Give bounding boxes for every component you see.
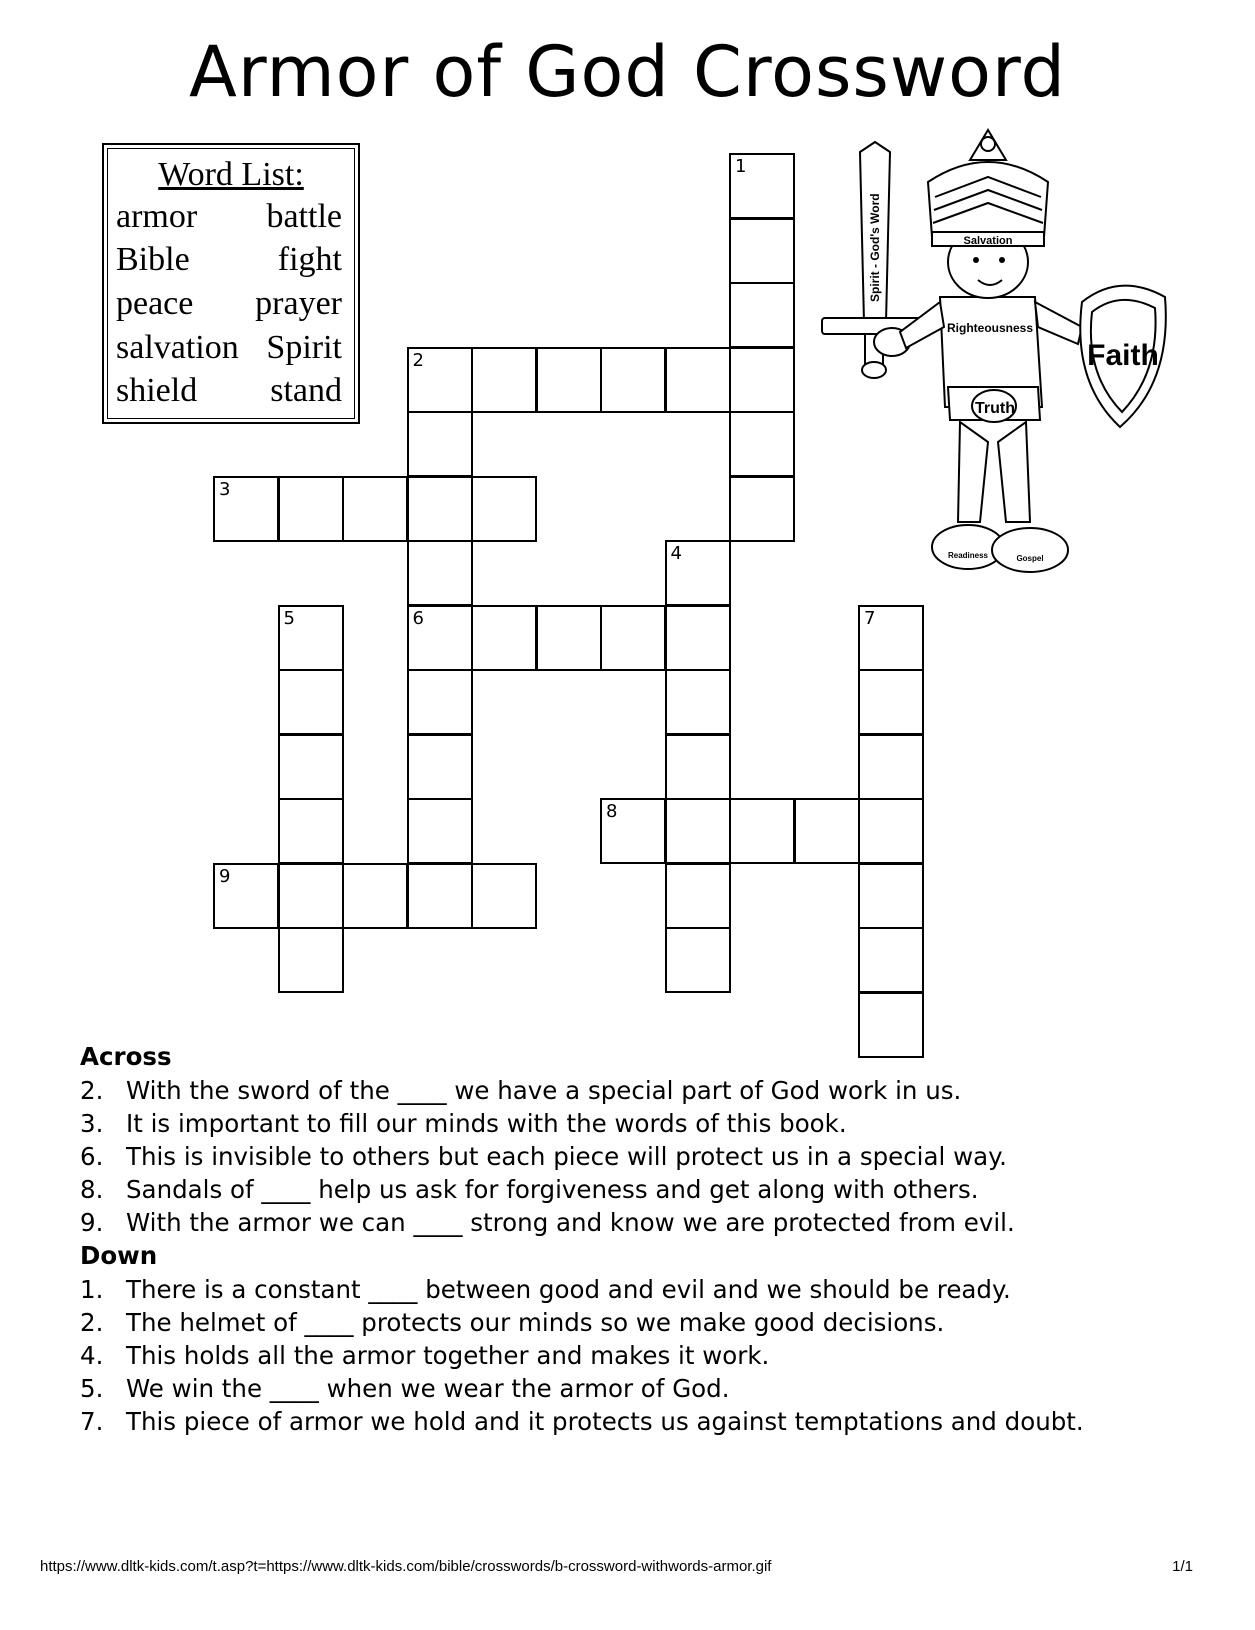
clue-text: With the armor we can ____ strong and know we are protected from evil. xyxy=(126,1208,1015,1237)
crossword-cell[interactable] xyxy=(858,669,924,735)
across-clue xyxy=(80,1074,1200,1107)
clue-text: The helmet of ____ protects our minds so we make good decisions. xyxy=(126,1308,945,1337)
crossword-cell[interactable] xyxy=(278,605,344,671)
clue-number: 8. xyxy=(80,1175,104,1204)
clue-number: 9. xyxy=(80,1208,104,1237)
crossword-cell[interactable] xyxy=(665,605,731,671)
crossword-cell[interactable] xyxy=(858,927,924,993)
crossword-cell[interactable] xyxy=(858,605,924,671)
clue-number: 3. xyxy=(80,1109,104,1138)
clue-text: It is important to fill our minds with the words of this book. xyxy=(126,1109,847,1138)
crossword-cell[interactable] xyxy=(407,411,473,477)
crossword-cell[interactable] xyxy=(794,798,860,864)
across-clue xyxy=(80,1206,1200,1239)
word-list-heading: Word List: xyxy=(158,156,304,193)
word-list-item: peace xyxy=(116,285,194,322)
crossword-cell[interactable] xyxy=(665,798,731,864)
breastplate-label: Righteousness xyxy=(946,321,1034,335)
sword-label: Spirit - God's Word xyxy=(868,193,882,302)
across-clue xyxy=(80,1107,1200,1140)
word-list-item: stand xyxy=(270,372,342,409)
crossword-cell[interactable] xyxy=(471,476,537,542)
clue-number: 2. xyxy=(80,1076,104,1105)
crossword-cell[interactable] xyxy=(729,798,795,864)
clue-text: We win the ____ when we wear the armor of God. xyxy=(126,1374,730,1403)
down-clue xyxy=(80,1273,1200,1306)
crossword-cell[interactable] xyxy=(342,863,408,929)
crossword-cell[interactable] xyxy=(407,476,473,542)
crossword-cell[interactable] xyxy=(665,927,731,993)
crossword-cell[interactable] xyxy=(665,669,731,735)
across-clue xyxy=(80,1173,1200,1206)
crossword-cell[interactable] xyxy=(536,347,602,413)
belt-label: Truth xyxy=(975,400,1015,417)
clue-number: 1. xyxy=(80,1275,104,1304)
clue-text: This piece of armor we hold and it protects us against temptations and doubt. xyxy=(126,1407,1084,1436)
down-clue xyxy=(80,1306,1200,1339)
crossword-cell[interactable] xyxy=(665,540,731,606)
crossword-cell[interactable] xyxy=(729,218,795,284)
clue-number: 4. xyxy=(80,1341,104,1370)
down-clue xyxy=(80,1372,1200,1405)
clue-number-label: 3 xyxy=(219,478,231,500)
crossword-cell[interactable] xyxy=(600,798,666,864)
across-clue xyxy=(80,1140,1200,1173)
crossword-cell[interactable] xyxy=(407,863,473,929)
clue-text: With the sword of the ____ we have a special part of God work in us. xyxy=(126,1076,962,1105)
crossword-cell[interactable] xyxy=(471,605,537,671)
page-title: Armor of God Crossword xyxy=(189,31,1066,113)
crossword-cell[interactable] xyxy=(278,927,344,993)
crossword-cell[interactable] xyxy=(729,153,795,219)
clue-text: This is invisible to others but each piece will protect us in a special way. xyxy=(126,1142,1007,1171)
clue-number: 6. xyxy=(80,1142,104,1171)
crossword-cell[interactable] xyxy=(858,798,924,864)
clue-number: 7. xyxy=(80,1407,104,1436)
crossword-cell[interactable] xyxy=(600,347,666,413)
crossword-cell[interactable] xyxy=(407,734,473,800)
word-list-item: Spirit xyxy=(266,329,342,366)
clue-number-label: 8 xyxy=(606,801,618,822)
crossword-cell[interactable] xyxy=(407,798,473,864)
crossword-cell[interactable] xyxy=(213,476,279,542)
word-list-item: salvation xyxy=(116,329,239,366)
crossword-cell[interactable] xyxy=(600,605,666,671)
clue-number: 2. xyxy=(80,1308,104,1337)
footer-page-number: 1/1 xyxy=(1172,1558,1193,1575)
crossword-cell[interactable] xyxy=(665,347,731,413)
crossword-cell[interactable] xyxy=(278,863,344,929)
word-list-item: Bible xyxy=(116,241,190,278)
clue-number-label: 1 xyxy=(735,156,747,177)
right-shoe-label: Gospel xyxy=(1016,554,1044,563)
down-clue xyxy=(80,1339,1200,1372)
across-heading: Across xyxy=(80,1042,172,1071)
crossword-cell[interactable] xyxy=(278,476,344,542)
crossword-cell[interactable] xyxy=(342,476,408,542)
clue-number-label: 9 xyxy=(219,865,231,887)
shield-label: Faith xyxy=(1087,339,1159,372)
clue-text: Sandals of ____ help us ask for forgiveness and get along with others. xyxy=(126,1175,979,1204)
word-list-item: fight xyxy=(277,241,342,278)
footer-url: https://www.dltk-kids.com/t.asp?t=https://www.dltk-kids.com/bible/crosswords/b-crossword-withwords-armor.gif xyxy=(40,1558,772,1575)
crossword-cell[interactable] xyxy=(729,476,795,542)
crossword-cell[interactable] xyxy=(407,540,473,606)
helmet-label: Salvation xyxy=(963,235,1013,247)
word-list-item: battle xyxy=(266,198,342,235)
crossword-cell[interactable] xyxy=(407,605,473,671)
down-clue xyxy=(80,1405,1200,1438)
crossword-cell[interactable] xyxy=(278,669,344,735)
crossword-cell[interactable] xyxy=(729,282,795,348)
word-list-item: prayer xyxy=(255,285,342,322)
crossword-cell[interactable] xyxy=(665,863,731,929)
crossword-cell[interactable] xyxy=(213,863,279,929)
crossword-cell[interactable] xyxy=(407,347,473,413)
clue-number-label: 2 xyxy=(412,349,424,371)
crossword-cell[interactable] xyxy=(471,347,537,413)
crossword-cell[interactable] xyxy=(471,863,537,929)
clues-section xyxy=(80,1040,1200,1438)
crossword-cell[interactable] xyxy=(278,734,344,800)
crossword-cell[interactable] xyxy=(407,669,473,735)
clue-text: There is a constant ____ between good and evil and we should be ready. xyxy=(126,1275,1011,1304)
word-list-box xyxy=(102,143,360,424)
down-heading: Down xyxy=(80,1241,158,1270)
word-list-item: armor xyxy=(116,198,198,235)
crossword-cell[interactable] xyxy=(858,863,924,929)
crossword-cell[interactable] xyxy=(729,411,795,477)
clue-number-label: 4 xyxy=(670,543,682,564)
clue-number-label: 6 xyxy=(412,607,424,629)
armor-knight-illustration xyxy=(820,122,1180,582)
crossword-cell[interactable] xyxy=(536,605,602,671)
crossword-cell[interactable] xyxy=(858,734,924,800)
word-list-item: shield xyxy=(116,372,198,409)
crossword-cell[interactable] xyxy=(729,347,795,413)
crossword-cell[interactable] xyxy=(665,734,731,800)
clue-text: This holds all the armor together and makes it work. xyxy=(126,1341,770,1370)
clue-number-label: 5 xyxy=(283,607,295,629)
left-shoe-label: Readiness xyxy=(947,551,989,560)
clue-number: 5. xyxy=(80,1374,104,1403)
crossword-cell[interactable] xyxy=(278,798,344,864)
clue-number-label: 7 xyxy=(864,607,876,629)
